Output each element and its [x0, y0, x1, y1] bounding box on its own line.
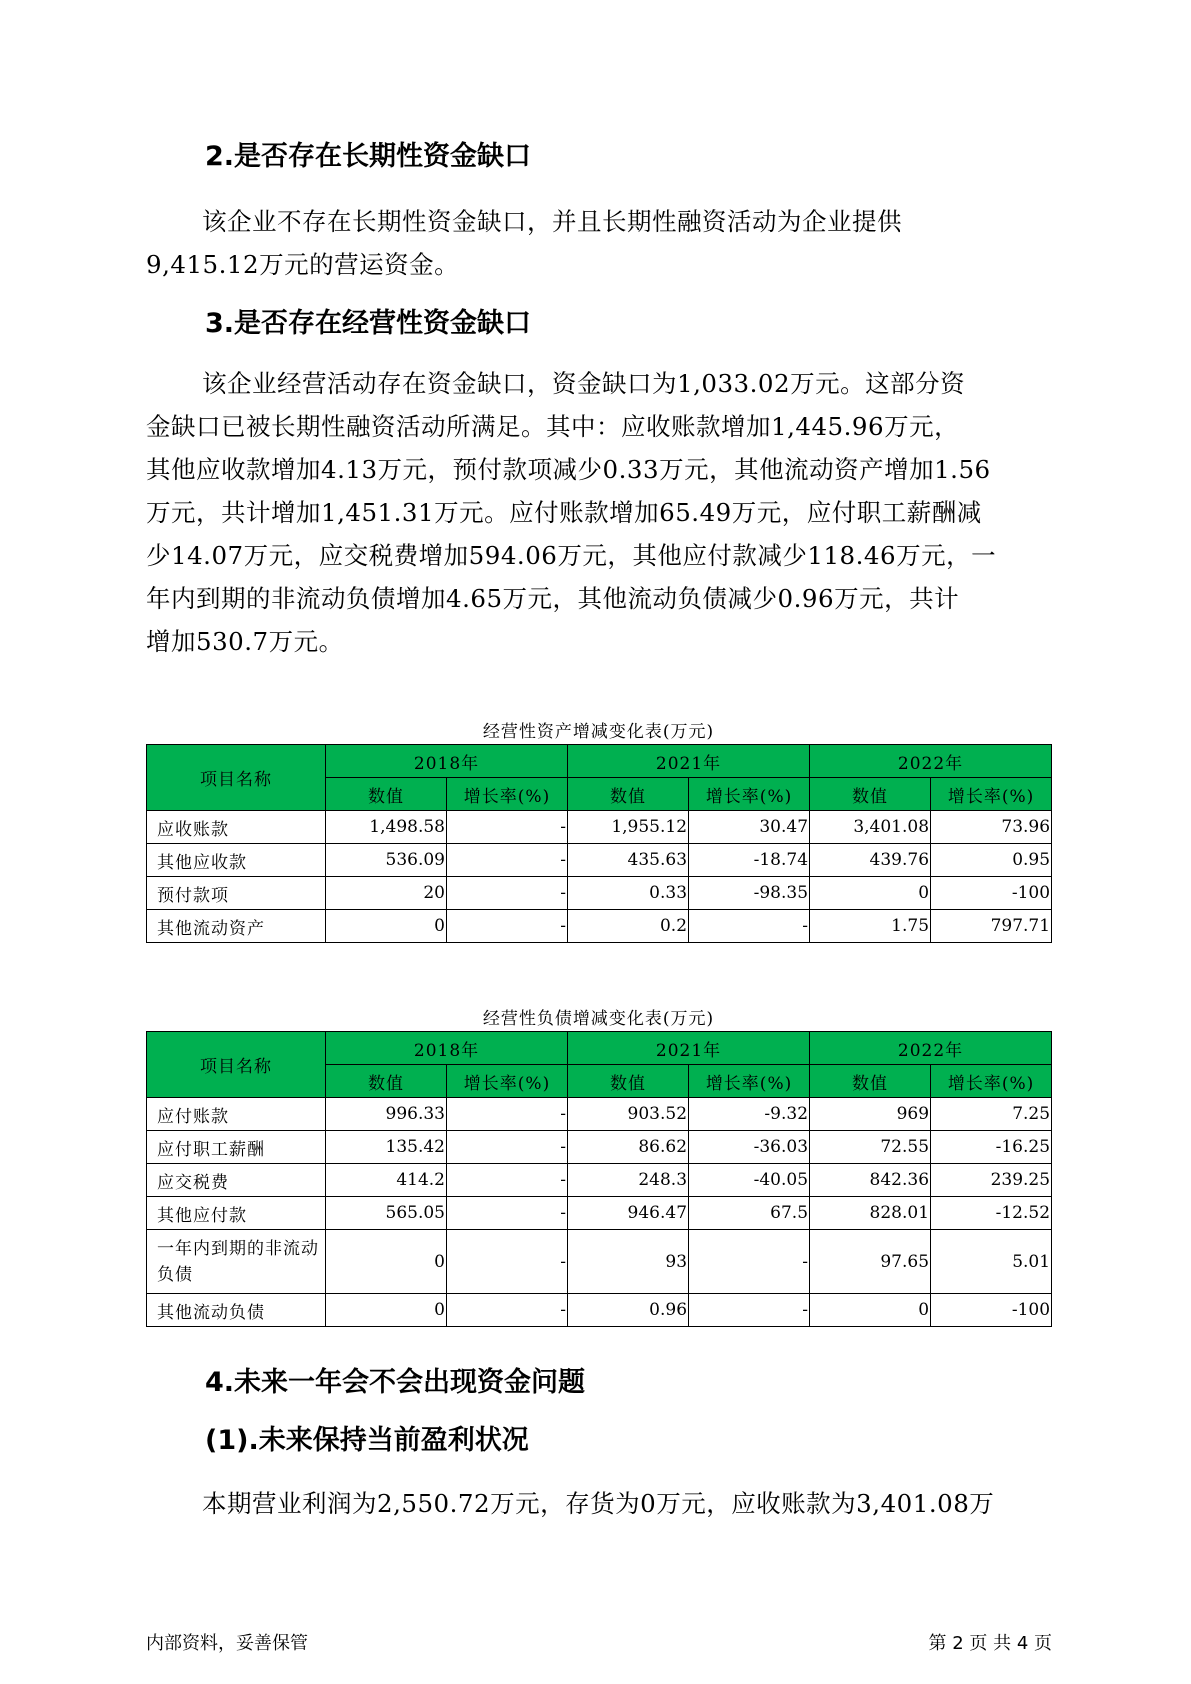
- table-cell: 414.2: [326, 1164, 447, 1197]
- table-cell: -40.05: [689, 1164, 810, 1197]
- value-header: 数值: [810, 1065, 931, 1098]
- table-cell: -18.74: [689, 844, 810, 877]
- year-header: 2021年: [568, 1032, 810, 1065]
- table-cell: 5.01: [931, 1230, 1052, 1294]
- heading-current-profit: (1).未来保持当前盈利状况: [205, 1425, 529, 1456]
- row-label: 应交税费: [147, 1164, 326, 1197]
- table-row: [147, 844, 1052, 877]
- table-cell: 435.63: [568, 844, 689, 877]
- paragraph-line: 其他应收款增加4.13万元，预付款项减少0.33万元，其他流动资产增加1.56: [146, 455, 991, 484]
- table-row: [147, 1197, 1052, 1230]
- row-label: 应收账款: [147, 811, 326, 844]
- table-cell: 0.33: [568, 877, 689, 910]
- table-cell: -: [447, 1230, 568, 1294]
- paragraph-line: 该企业不存在长期性资金缺口，并且长期性融资活动为企业提供: [202, 207, 902, 236]
- table-cell: 72.55: [810, 1131, 931, 1164]
- value-header: 数值: [810, 778, 931, 811]
- table-cell: 86.62: [568, 1131, 689, 1164]
- table-cell: -: [447, 844, 568, 877]
- table-cell: -98.35: [689, 877, 810, 910]
- paragraph-line: 万元，共计增加1,451.31万元。应付账款增加65.49万元，应付职工薪酬减: [146, 498, 982, 527]
- growth-header: 增长率(%): [931, 1065, 1052, 1098]
- growth-header: 增长率(%): [689, 1065, 810, 1098]
- table-cell: 797.71: [931, 910, 1052, 943]
- table-cell: -: [689, 1230, 810, 1294]
- table-cell: 239.25: [931, 1164, 1052, 1197]
- paragraph-line: 金缺口已被长期性融资活动所满足。其中：应收账款增加1,445.96万元，: [146, 412, 960, 441]
- table-row: [147, 1230, 1052, 1294]
- table-row: [147, 1131, 1052, 1164]
- year-header: 2022年: [810, 1032, 1052, 1065]
- table-cell: -: [447, 1294, 568, 1327]
- row-label: 其他流动资产: [147, 910, 326, 943]
- year-header: 2018年: [326, 745, 568, 778]
- table-cell: 67.5: [689, 1197, 810, 1230]
- growth-header: 增长率(%): [931, 778, 1052, 811]
- heading-future-funding: 4.未来一年会不会出现资金问题: [205, 1367, 586, 1398]
- paragraph-line: 该企业经营活动存在资金缺口，资金缺口为1,033.02万元。这部分资: [202, 369, 966, 398]
- table-cell: 73.96: [931, 811, 1052, 844]
- value-header: 数值: [568, 1065, 689, 1098]
- table-cell: 93: [568, 1230, 689, 1294]
- table-cell: 996.33: [326, 1098, 447, 1131]
- table-cell: 0.96: [568, 1294, 689, 1327]
- table-cell: 3,401.08: [810, 811, 931, 844]
- table-cell: 0: [326, 1230, 447, 1294]
- table-cell: 0: [810, 1294, 931, 1327]
- table-cell: -: [447, 910, 568, 943]
- row-label: 预付款项: [147, 877, 326, 910]
- table-row: [147, 811, 1052, 844]
- table-cell: -9.32: [689, 1098, 810, 1131]
- table-row: [147, 1294, 1052, 1327]
- value-header: 数值: [326, 778, 447, 811]
- table-caption-assets: 经营性资产增减变化表(万元): [482, 722, 715, 742]
- paragraph-line: 9,415.12万元的营运资金。: [146, 250, 460, 279]
- paragraph-line: 本期营业利润为2,550.72万元，存货为0万元，应收账款为3,401.08万: [202, 1489, 995, 1518]
- liabilities-change-table: [146, 1031, 1052, 1327]
- table-cell: -: [447, 1131, 568, 1164]
- row-label: 应付账款: [147, 1098, 326, 1131]
- paragraph-line: 增加530.7万元。: [146, 627, 344, 656]
- table-cell: -: [447, 1098, 568, 1131]
- item-name-header: 项目名称: [147, 1032, 326, 1098]
- table-cell: -12.52: [931, 1197, 1052, 1230]
- row-label: 其他流动负债: [147, 1294, 326, 1327]
- value-header: 数值: [326, 1065, 447, 1098]
- table-cell: -100: [931, 1294, 1052, 1327]
- footer-confidential-note: 内部资料，妥善保管: [146, 1633, 308, 1654]
- paragraph-operating: [146, 362, 1051, 663]
- table-cell: 30.47: [689, 811, 810, 844]
- table-cell: 0.2: [568, 910, 689, 943]
- table-cell: -: [689, 1294, 810, 1327]
- growth-header: 增长率(%): [447, 1065, 568, 1098]
- table-cell: -: [689, 910, 810, 943]
- table-cell: -: [447, 877, 568, 910]
- table-cell: 439.76: [810, 844, 931, 877]
- table-cell: -: [447, 811, 568, 844]
- row-label: 其他应收款: [147, 844, 326, 877]
- table-cell: 0.95: [931, 844, 1052, 877]
- table-cell: 0: [326, 1294, 447, 1327]
- table-cell: -16.25: [931, 1131, 1052, 1164]
- item-name-header: 项目名称: [147, 745, 326, 811]
- table-row: [147, 877, 1052, 910]
- paragraph-profit: [146, 1482, 1051, 1525]
- table-cell: 1,955.12: [568, 811, 689, 844]
- value-header: 数值: [568, 778, 689, 811]
- table-cell: 0: [326, 910, 447, 943]
- row-label: 应付职工薪酬: [147, 1131, 326, 1164]
- row-label: 其他应付款: [147, 1197, 326, 1230]
- row-label: 一年内到期的非流动负债: [147, 1230, 326, 1294]
- year-header: 2021年: [568, 745, 810, 778]
- heading-long-term-gap: 2.是否存在长期性资金缺口: [205, 141, 532, 172]
- table-cell: 969: [810, 1098, 931, 1131]
- table-cell: 0: [810, 877, 931, 910]
- assets-change-table: [146, 744, 1052, 943]
- table-cell: 565.05: [326, 1197, 447, 1230]
- growth-header: 增长率(%): [689, 778, 810, 811]
- table-cell: 903.52: [568, 1098, 689, 1131]
- year-header: 2022年: [810, 745, 1052, 778]
- footer-page-number: 第 2 页 共 4 页: [928, 1633, 1052, 1654]
- table-row: [147, 910, 1052, 943]
- table-cell: 842.36: [810, 1164, 931, 1197]
- table-cell: 248.3: [568, 1164, 689, 1197]
- table-cell: -: [447, 1164, 568, 1197]
- year-header: 2018年: [326, 1032, 568, 1065]
- table-row: [147, 1098, 1052, 1131]
- paragraph-line: 年内到期的非流动负债增加4.65万元，其他流动负债减少0.96万元，共计: [146, 584, 960, 613]
- table-cell: 536.09: [326, 844, 447, 877]
- table-cell: 946.47: [568, 1197, 689, 1230]
- table-cell: 135.42: [326, 1131, 447, 1164]
- heading-operating-gap: 3.是否存在经营性资金缺口: [205, 308, 532, 339]
- table-cell: -36.03: [689, 1131, 810, 1164]
- table-cell: -100: [931, 877, 1052, 910]
- paragraph-line: 少14.07万元，应交税费增加594.06万元，其他应付款减少118.46万元，一: [146, 541, 997, 570]
- table-cell: 828.01: [810, 1197, 931, 1230]
- table-cell: 1.75: [810, 910, 931, 943]
- table-cell: 7.25: [931, 1098, 1052, 1131]
- table-cell: 20: [326, 877, 447, 910]
- table-cell: 97.65: [810, 1230, 931, 1294]
- table-row: [147, 1164, 1052, 1197]
- table-caption-liabilities: 经营性负债增减变化表(万元): [482, 1009, 715, 1029]
- table-cell: 1,498.58: [326, 811, 447, 844]
- paragraph-long-term: [146, 200, 1051, 286]
- table-cell: -: [447, 1197, 568, 1230]
- growth-header: 增长率(%): [447, 778, 568, 811]
